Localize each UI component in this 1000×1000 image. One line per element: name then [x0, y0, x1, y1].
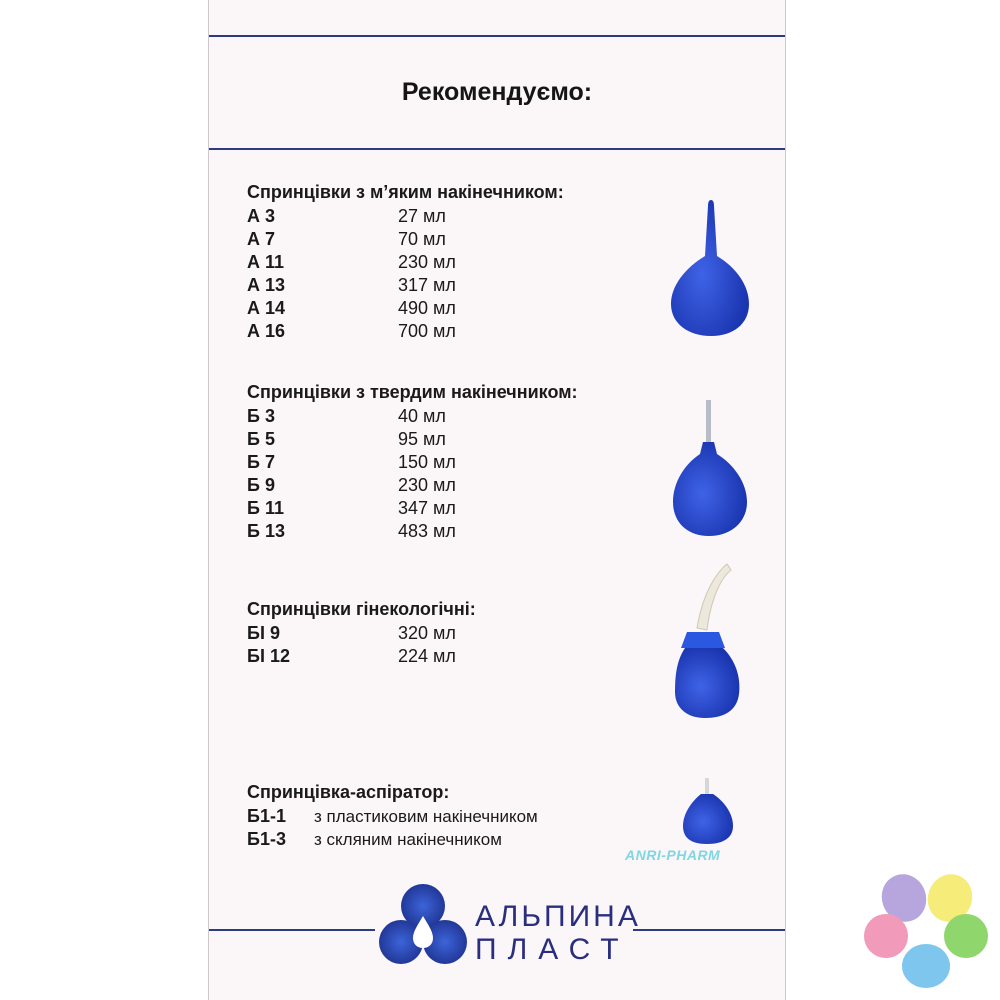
item-code: А 11: [247, 252, 285, 272]
item-volume: 700 мл: [398, 321, 456, 341]
list-item: [247, 428, 578, 451]
item-code: Б 9: [247, 475, 275, 495]
section-soft-tip: [247, 181, 564, 343]
item-description: з пластиковим накінечником: [314, 807, 538, 826]
list-item: [247, 451, 578, 474]
item-code: БІ 9: [247, 623, 280, 643]
item-volume: 95 мл: [398, 429, 446, 449]
list-item: [247, 405, 578, 428]
item-code: Б 5: [247, 429, 275, 449]
divider-under-title: [209, 148, 785, 150]
list-item: [247, 205, 564, 228]
flower-logo-icon: [856, 862, 996, 992]
divider-bottom-left: [209, 929, 375, 931]
gynecological-syringe-image: [667, 562, 757, 722]
item-volume: 347 мл: [398, 498, 456, 518]
leaflet-card: [208, 0, 786, 1000]
item-code: Б 11: [247, 498, 284, 518]
section-heading: Спринцівки з м’яким накінечником:: [247, 182, 564, 202]
item-volume: 230 мл: [398, 475, 456, 495]
watermark: ANRI-PHARM: [625, 847, 721, 863]
brand-name-line1: АЛЬПИНА: [475, 900, 641, 933]
divider-bottom-right: [633, 929, 785, 931]
list-item: [247, 228, 564, 251]
item-volume: 490 мл: [398, 298, 456, 318]
item-volume: 224 мл: [398, 646, 456, 666]
page-title: Рекомендуємо:: [401, 78, 593, 106]
item-volume: 70 мл: [398, 229, 446, 249]
list-item: [247, 645, 476, 668]
soft-tip-syringe-image: [657, 196, 757, 338]
hard-tip-syringe-image: [667, 398, 757, 540]
item-code: Б1-1: [247, 806, 286, 826]
section-hard-tip: [247, 381, 578, 543]
list-item: [247, 297, 564, 320]
item-code: БІ 12: [247, 646, 290, 666]
section-heading: Спринцівки з твердим накінечником:: [247, 382, 578, 402]
divider-top: [209, 35, 785, 37]
brand-name-line2: ПЛАСТ: [475, 933, 630, 966]
list-item: [247, 274, 564, 297]
section-heading: Спринцівка-аспіратор:: [247, 782, 450, 802]
item-code: А 3: [247, 206, 276, 226]
item-code: Б1-3: [247, 829, 286, 849]
item-volume: 150 мл: [398, 452, 456, 472]
item-volume: 27 мл: [398, 206, 446, 226]
item-code: А 7: [247, 229, 276, 249]
list-item: [247, 320, 564, 343]
item-volume: 317 мл: [398, 275, 456, 295]
list-item: [247, 520, 578, 543]
item-code: Б 3: [247, 406, 275, 426]
brand-logo-text: [475, 900, 641, 966]
item-description: з скляним накінечником: [314, 830, 502, 849]
list-item: [247, 251, 564, 274]
section-gynecological: [247, 598, 476, 668]
item-code: А 16: [247, 321, 286, 341]
item-code: А 13: [247, 275, 286, 295]
item-code: Б 13: [247, 521, 285, 541]
item-volume: 230 мл: [398, 252, 456, 272]
list-item: [247, 622, 476, 645]
list-item: [247, 805, 538, 828]
item-code: Б 7: [247, 452, 275, 472]
item-code: А 14: [247, 298, 286, 318]
brand-logo-icon: [377, 882, 469, 966]
list-item: [247, 497, 578, 520]
aspirator-syringe-image: [679, 776, 739, 846]
item-volume: 40 мл: [398, 406, 446, 426]
section-aspirator: [247, 781, 538, 851]
section-heading: Спринцівки гінекологічні:: [247, 599, 476, 619]
item-volume: 320 мл: [398, 623, 456, 643]
item-volume: 483 мл: [398, 521, 456, 541]
list-item: [247, 828, 538, 851]
list-item: [247, 474, 578, 497]
